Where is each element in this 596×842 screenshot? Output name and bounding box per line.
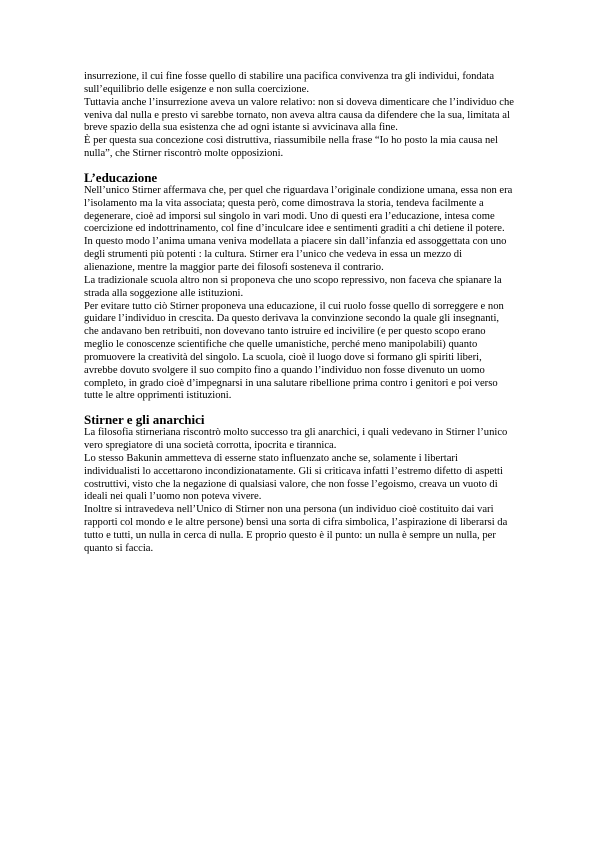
education-paragraph-1: Nell’unico Stirner affermava che, per quel che riguardava l’originale condizione umana, essa non era l’isolamento ma la vita associata; questa però, come dimostrava la storia, tendeva facilmente a degenerare, cioè ad imporsi sul singolo in vari modi. Uno di questi era l’educazione, intesa come coercizione ed indottrinamento, col fine d’inculcare idee e sentimenti graditi a chi detiene il potere. In questo modo l’anima umana veniva modellata a piacere sin dall’infanzia ed assoggettata con uno degli strumenti più potenti : la cultura. Stirner era l’unico che vedeva in essa un mezzo di alienazione, mentre la maggior parte dei filosofi sosteneva il contrario. [84,184,513,273]
education-heading: L’educazione [84,169,158,185]
section-spacer [84,161,514,170]
anarchists-paragraph-2: Lo stesso Bakunin ammetteva di esserne stato influenzato anche se, solamente i libertari individualisti lo accettarono incondizionatamente. Gli si criticava infatti l’estremo difetto di aspetti costruttivi, visto che la negazione di qualsiasi valore, che non fosse l’egoismo, creava un vuoto di ideali nei quali l’uomo non poteva vivere. [84,452,503,503]
document-page [84,71,514,556]
anarchists-heading: Stirner e gli anarchici [84,412,205,428]
education-paragraph-2: La tradizionale scuola altro non si proponeva che uno scopo repressivo, non faceva che spianare la strada alla soggezione alle istituzioni. [84,274,502,299]
education-paragraph-3: Per evitare tutto ciò Stirner proponeva una educazione, il cui ruolo fosse quello di sorreggere e non guidare l’individuo in crescita. Da questo derivava la convinzione secondo la quale gli insegnanti, che andavano ben retribuiti, non dovevano tanto istruire ed incivilire (e per questo scopo erano meglio le conoscenze scientifiche che quelle umanistiche, perché meno manipolabili) quanto promuovere la creatività del singolo. La scuola, cioè il luogo dove si formano gli spiriti liberi, avrebbe dovuto svolgere il suo compito fino a quando l’individuo non fosse divenuto un uomo completo, in grado cioè d’impegnarsi in una salutare ribellione prima contro i genitori e poi verso tutte le altre opprimenti istituzioni. [84,300,504,402]
anarchists-paragraph-1: La filosofia stirneriana riscontrò molto successo tra gli anarchici, i quali vedevano in Stirner l’unico vero spregiatore di una società corrotta, ipocrita e tirannica. [84,427,508,452]
intro-paragraph-1: insurrezione, il cui fine fosse quello di stabilire una pacifica convivenza tra gli individui, fondata sull’equilibrio delle esigenze e non sulla coercizione. [84,71,495,95]
intro-section [84,71,514,161]
anarchists-section [84,412,514,555]
intro-paragraph-3: È per questa sua concezione così distruttiva, riassumibile nella frase “Io ho posto la mia causa nel nulla”, che Stirner riscontrò molte opposizioni. [84,135,498,160]
education-section [84,170,514,403]
anarchists-paragraph-3: Inoltre si intravedeva nell’Unico di Stirner non una persona (un individuo cioè costituito dai vari rapporti col mondo e le altre persone) bensì una sorta di cifra simbolica, l’aspirazione di liberarsi da tutto e tutti, un nulla in cerca di nulla. E proprio questo è il punto: un nulla è sempre un nulla, per quanto si faccia. [84,504,508,554]
section-spacer [84,403,514,412]
intro-paragraph-2: Tuttavia anche l’insurrezione aveva un valore relativo: non si doveva dimenticare che l’individuo che veniva dal nulla e presto vi sarebbe tornato, non aveva altra causa da difendere che la sua, limitata al breve spazio della sua esistenza che ad ogni istante si avvicinava alla fine. [84,96,514,134]
